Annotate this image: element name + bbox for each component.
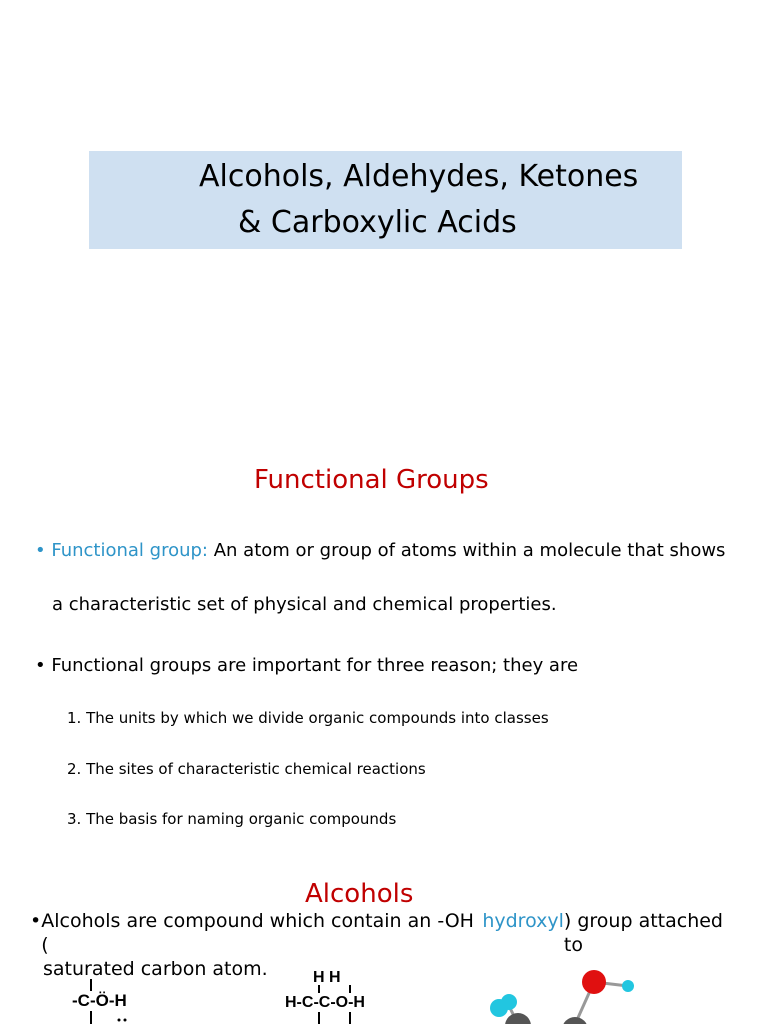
carbon-atom [562,1017,588,1024]
ethanol-top-hydrogens: H H [313,969,341,986]
bullet-importance [35,654,578,678]
ethanol-ball-model [480,962,650,1024]
alcohols-heading: Alcohols [305,879,414,909]
title-line-2: & Carboxylic Acids [238,205,517,240]
hydrogen-atom [490,999,508,1017]
ethanol-structure [282,965,432,1024]
lone-pair-dot [118,1019,121,1022]
lone-pair-dot [124,1019,127,1022]
importance-text: Functional groups are important for three reason; they are [51,655,579,676]
reason-item-1: 1. The units by which we divide organic compounds into classes [67,709,549,727]
carbon-atom [505,1013,531,1024]
bullet-marker: • [30,910,42,932]
oxygen-atom [582,970,606,994]
functional-group-term: Functional group: [51,540,208,561]
alcohols-text-part2: ) group attached to [563,910,723,956]
hydroxyl-structure-text: -C-Ö-H [72,991,127,1010]
functional-groups-heading: Functional Groups [254,465,489,495]
bullet-functional-group [35,539,725,563]
alcohols-text-part1: Alcohols are compound which contain an -OH ( [41,910,474,956]
hydroxyl-structure [70,975,180,1024]
functional-group-definition-1: An atom or group of atoms within a molecule that shows [208,540,726,561]
reason-item-3: 3. The basis for naming organic compounds [67,810,397,828]
title-banner [89,151,682,249]
alcohols-text-line2: saturated carbon atom. [43,958,268,980]
hydroxyl-term: hydroxyl [482,910,564,932]
title-line-1: Alcohols, Aldehydes, Ketones [199,159,639,194]
bullet-marker: • [35,540,52,561]
ethanol-main-chain: H-C-C-O-H [285,994,365,1011]
reason-item-2: 2. The sites of characteristic chemical reactions [67,760,426,778]
functional-group-definition-2: a characteristic set of physical and chemical properties. [52,594,557,615]
hydrogen-atom [622,980,634,992]
bullet-marker: • [35,655,52,676]
